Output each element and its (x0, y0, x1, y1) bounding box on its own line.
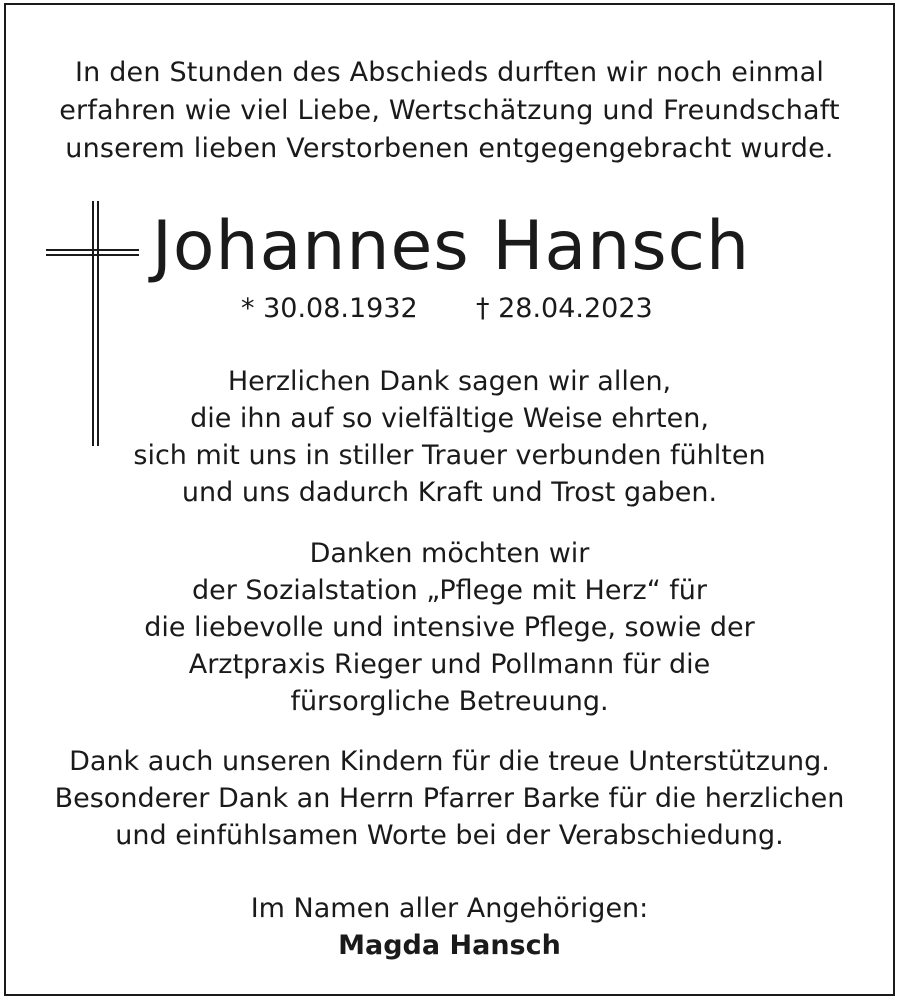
signoff (6, 890, 893, 964)
intro-text (6, 54, 893, 168)
family-paragraph (6, 743, 893, 854)
intro-line: erfahren wie viel Liebe, Wertschätzung und Freundschaft (59, 95, 840, 126)
care-line: der Sozialstation „Pflege mit Herz“ für (191, 575, 708, 606)
care-line: fürsorgliche Betreuung. (290, 686, 609, 717)
birth-date: * 30.08.1932 (241, 293, 418, 324)
care-line: die liebevolle und intensive Pflege, sowie der (144, 612, 755, 643)
thanks-line: und uns dadurch Kraft und Trost gaben. (181, 477, 718, 508)
thanks-line: die ihn auf so vielfältige Weise ehrten, (190, 403, 709, 434)
thanks-line: Herzlichen Dank sagen wir allen, (227, 366, 672, 397)
care-line: Danken möchten wir (309, 538, 590, 569)
deceased-name: Johannes Hansch (151, 207, 751, 286)
intro-line: unserem lieben Verstorbenen entgegengebracht wurde. (65, 133, 834, 164)
intro-line: In den Stunden des Abschieds durften wir noch einmal (74, 57, 825, 88)
death-date: † 28.04.2023 (476, 293, 653, 324)
thanks-paragraph (6, 363, 893, 511)
family-line: Dank auch unseren Kindern für die treue Unterstützung. (69, 746, 830, 777)
care-line: Arztpraxis Rieger und Pollmann für die (188, 649, 711, 680)
on-behalf-text: Im Namen aller Angehörigen: (250, 893, 649, 924)
thanks-line: sich mit uns in stiller Trauer verbunden fühlten (133, 440, 766, 471)
care-paragraph (6, 535, 893, 720)
family-line: Besonderer Dank an Herrn Pfarrer Barke für die herzlichen (54, 783, 845, 814)
obituary-card (4, 3, 895, 996)
family-line: und einfühlsamen Worte bei der Verabschiedung. (115, 820, 784, 851)
signer-name: Magda Hansch (338, 930, 561, 961)
